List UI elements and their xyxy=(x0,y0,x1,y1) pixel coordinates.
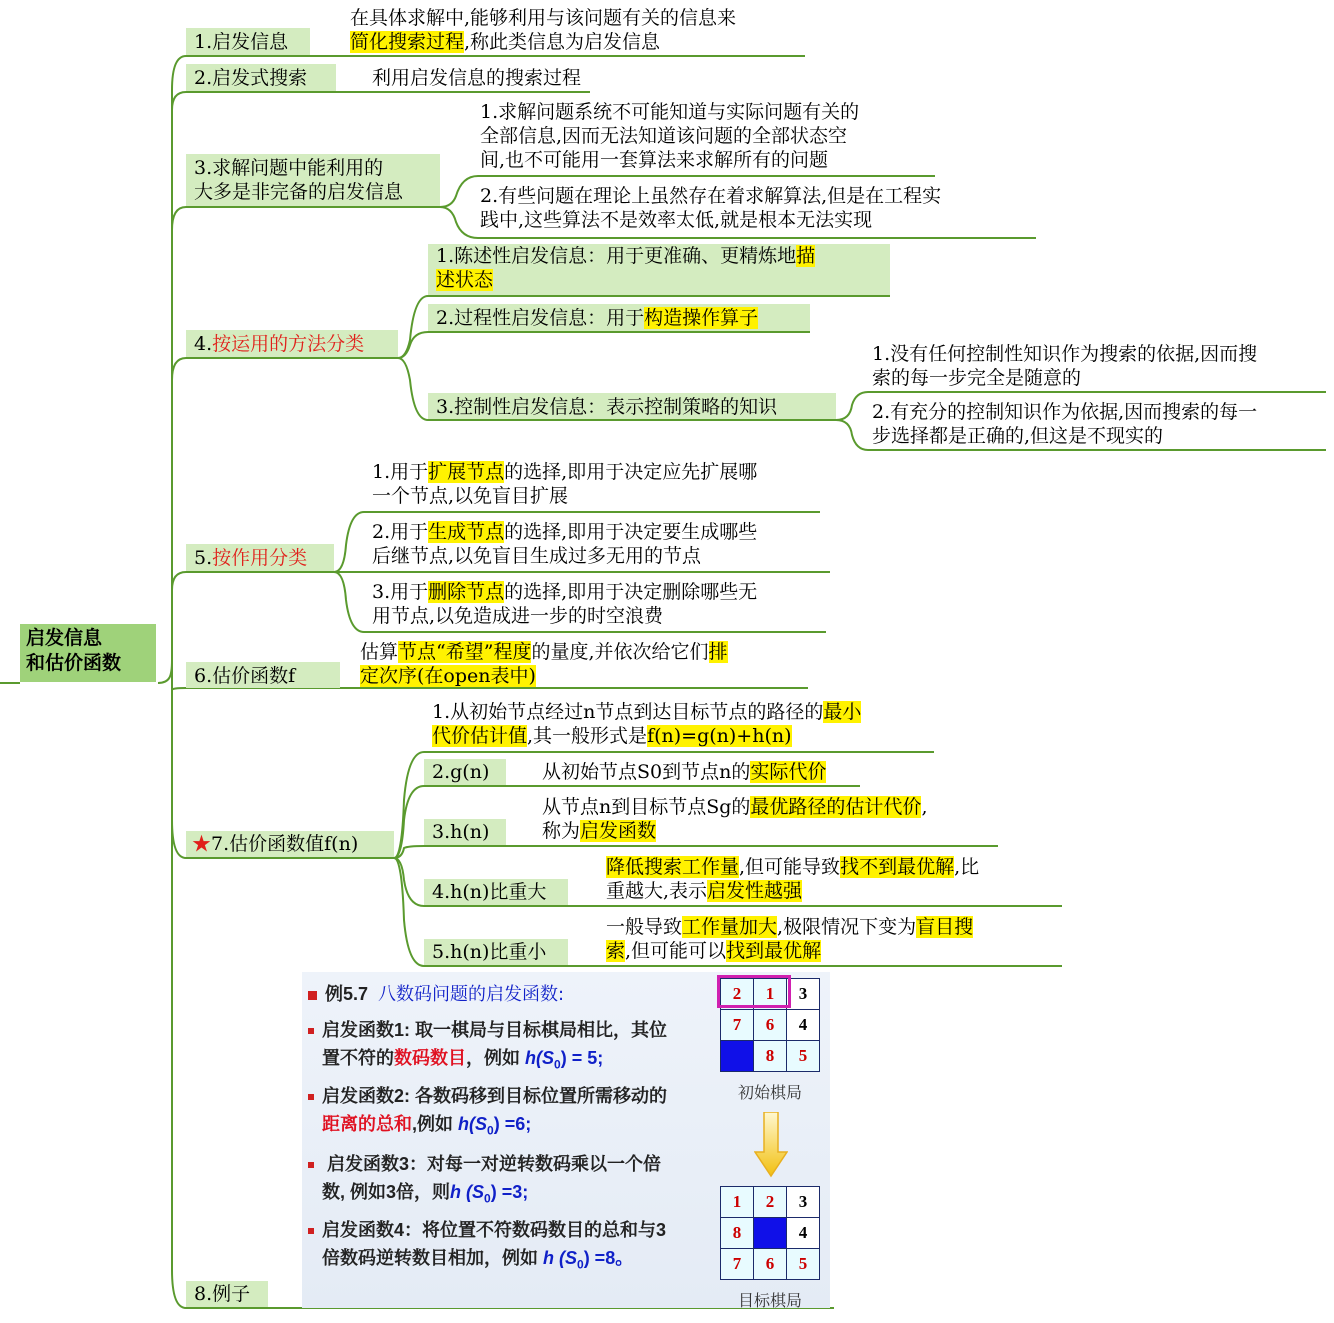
text: ，例如 xyxy=(466,1048,526,1068)
node-3-line1: 3.求解问题中能利用的 xyxy=(194,157,384,179)
bullet-icon xyxy=(308,1162,314,1168)
line xyxy=(606,939,973,963)
node-5-child-1[interactable] xyxy=(372,460,757,508)
board-cell: 3 xyxy=(787,979,820,1010)
text: 从初始节点S0到节点n的 xyxy=(542,761,751,783)
board-cell: 6 xyxy=(754,1010,787,1041)
highlight: 索 xyxy=(606,940,626,962)
text: ,称此类信息为启发信息 xyxy=(464,31,661,53)
node-1-desc-line1: 在具体求解中,能够利用与该问题有关的信息来 xyxy=(350,7,737,29)
node-7-child-1[interactable] xyxy=(432,700,861,748)
text: 称为 xyxy=(542,820,581,842)
board-cell: 5 xyxy=(787,1249,820,1280)
board-cell: 4 xyxy=(787,1218,820,1249)
line: 2.有些问题在理论上虽然存在着求解算法,但是在工程实 xyxy=(480,185,942,207)
line xyxy=(308,1082,667,1110)
line: 2.有充分的控制知识作为依据,因而搜索的每一 xyxy=(872,401,1258,423)
highlight: 述状态 xyxy=(436,269,494,291)
highlight: 工作量加大 xyxy=(682,916,778,938)
node-4-num: 4. xyxy=(194,333,213,355)
text: 重越大,表示 xyxy=(606,880,708,902)
text: ,比 xyxy=(954,856,980,878)
node-7-text: 7.估价函数值f(n) xyxy=(211,833,359,855)
node-7-child-4-label[interactable]: 4.h(n)比重大 xyxy=(424,879,568,905)
text: ) =8。 xyxy=(583,1248,634,1268)
node-4-child-2[interactable] xyxy=(428,304,810,331)
text: 估算 xyxy=(360,641,399,663)
goal-board xyxy=(720,1186,820,1280)
text: 1.用于 xyxy=(372,461,429,483)
text: 启发函数3：对每一对逆转数码乘以一个倍 xyxy=(327,1154,662,1174)
board-cell: 4 xyxy=(787,1010,820,1041)
text: ,其一般形式是 xyxy=(527,725,648,747)
root-line2: 和估价函数 xyxy=(26,652,122,674)
star-icon: ★ xyxy=(192,833,212,855)
text: 置不符的 xyxy=(322,1048,394,1068)
line: 一个节点,以免盲目扩展 xyxy=(372,485,569,507)
highlight: 节点“希望”程度 xyxy=(398,641,532,663)
node-7-child-2-label[interactable]: 2.g(n) xyxy=(424,759,506,785)
root-node[interactable] xyxy=(20,624,156,682)
node-6-desc xyxy=(360,640,728,688)
text: ) =3; xyxy=(490,1182,529,1202)
text: ,但可能导致 xyxy=(739,856,841,878)
text: 距离的总和 xyxy=(322,1114,412,1134)
node-4-text: 按运用的方法分类 xyxy=(212,333,365,355)
node-7-child-4-desc xyxy=(606,855,979,903)
board-cell: 2 xyxy=(721,979,754,1010)
text: 的选择,即用于决定应先扩展哪 xyxy=(504,461,758,483)
bullet-icon xyxy=(308,1228,314,1234)
line xyxy=(432,700,861,724)
text: 2.过程性启发信息：用于 xyxy=(436,307,645,329)
board-row xyxy=(721,1041,820,1072)
text: 1.陈述性启发信息：用于更准确、更精炼地 xyxy=(436,245,797,267)
heuristic-3 xyxy=(308,1150,661,1213)
line xyxy=(308,1178,661,1213)
example-panel xyxy=(302,972,830,1308)
line: 间,也不可能用一套算法来求解所有的问题 xyxy=(480,149,829,171)
text: 3.用于 xyxy=(372,581,429,603)
example-title xyxy=(308,980,564,1009)
board-cell: 7 xyxy=(721,1010,754,1041)
node-7-child-3-desc xyxy=(542,795,927,843)
node-4-child-3a[interactable] xyxy=(872,342,1257,390)
highlight: f(n)=g(n)+h(n) xyxy=(647,725,792,747)
bullet-icon xyxy=(308,991,317,1000)
line xyxy=(308,1016,667,1044)
node-7-child-5-label[interactable]: 5.h(n)比重小 xyxy=(424,939,568,965)
node-2-label[interactable]: 2.启发式搜索 xyxy=(186,64,336,91)
node-1-desc xyxy=(350,6,736,54)
node-2-desc: 利用启发信息的搜索过程 xyxy=(372,67,582,89)
node-7-child-2-desc xyxy=(542,760,826,784)
highlight: 代价估计值 xyxy=(432,725,528,747)
node-4-child-3[interactable]: 3.控制性启发信息：表示控制策略的知识 xyxy=(428,393,836,419)
node-4-child-3b[interactable] xyxy=(872,400,1257,448)
node-1-desc-line2 xyxy=(350,30,736,54)
highlight: 排 xyxy=(708,641,728,663)
line xyxy=(360,664,728,688)
highlight: 删除节点 xyxy=(428,581,505,603)
line: 1.没有任何控制性知识作为搜索的依据,因而搜 xyxy=(872,343,1258,365)
board-row xyxy=(721,1218,820,1249)
bullet-icon xyxy=(308,1028,314,1034)
line: 全部信息,因而无法知道该问题的全部状态空 xyxy=(480,125,848,147)
bullet-icon xyxy=(308,1094,314,1100)
text: 数, 例如3倍，则 xyxy=(322,1182,451,1202)
node-5-child-2[interactable] xyxy=(372,520,757,568)
text: 1.从初始节点经过n节点到达目标节点的路径的 xyxy=(432,701,824,723)
node-7-label[interactable] xyxy=(186,831,394,857)
node-4-child-1[interactable] xyxy=(428,244,890,295)
highlight: 盲目搜 xyxy=(916,916,974,938)
board-row xyxy=(721,1010,820,1041)
board-cell: 8 xyxy=(721,1218,754,1249)
text: ) =6; xyxy=(493,1114,532,1134)
text: ,但可能可以 xyxy=(625,940,727,962)
text: 0 xyxy=(487,1123,494,1138)
text: , xyxy=(921,796,928,818)
node-5-child-3[interactable] xyxy=(372,580,757,628)
text: h (S xyxy=(450,1182,485,1202)
highlight: 构造操作算子 xyxy=(644,307,759,329)
board-row xyxy=(721,1249,820,1280)
line xyxy=(372,460,757,484)
line xyxy=(606,915,973,939)
highlight: 简化搜索过程 xyxy=(350,31,465,53)
board-cell-blank xyxy=(721,1041,754,1072)
highlight: 启发函数 xyxy=(580,820,657,842)
text: 从节点n到目标节点Sg的 xyxy=(542,796,751,818)
board-cell: 6 xyxy=(754,1249,787,1280)
line xyxy=(360,640,728,664)
goal-caption: 目标棋局 xyxy=(738,1291,803,1310)
line: 后继节点,以免盲目生成过多无用的节点 xyxy=(372,545,702,567)
node-7-child-5-desc xyxy=(606,915,973,963)
text: 0 xyxy=(577,1257,584,1272)
text: h (S xyxy=(543,1248,577,1268)
highlight: 生成节点 xyxy=(428,521,505,543)
line: 用节点,以免造成进一步的时空浪费 xyxy=(372,605,664,627)
root-line1: 启发信息 xyxy=(26,627,103,649)
node-3-child-1[interactable] xyxy=(480,100,859,172)
down-arrow-icon xyxy=(754,1112,788,1178)
text: ,极限情况下变为 xyxy=(777,916,917,938)
highlight: 找不到最优解 xyxy=(840,856,955,878)
line xyxy=(308,1216,666,1244)
line xyxy=(432,724,861,748)
line xyxy=(372,520,757,544)
text: ) = 5; xyxy=(560,1048,604,1068)
highlight: 描 xyxy=(796,245,816,267)
highlight: 最优路径的估计代价 xyxy=(750,796,922,818)
text: 倍数码逆转数目相加，例如 xyxy=(322,1248,543,1268)
line xyxy=(308,1244,666,1279)
node-5-label[interactable] xyxy=(186,544,334,571)
line xyxy=(372,580,757,604)
node-5-num: 5. xyxy=(194,547,213,569)
highlight: 降低搜索工作量 xyxy=(606,856,740,878)
board-cell: 8 xyxy=(754,1041,787,1072)
board-cell: 5 xyxy=(787,1041,820,1072)
highlight: 找到最优解 xyxy=(726,940,822,962)
board-cell: 7 xyxy=(721,1249,754,1280)
line xyxy=(436,268,882,292)
text: 的选择,即用于决定删除哪些无 xyxy=(504,581,758,603)
node-4-label[interactable] xyxy=(186,330,398,357)
text: 的选择,即用于决定要生成哪些 xyxy=(504,521,758,543)
line xyxy=(436,244,882,268)
board-cell-blank xyxy=(754,1218,787,1249)
text: 的量度,并依次给它们 xyxy=(531,641,709,663)
highlight: 实际代价 xyxy=(750,761,827,783)
node-5-text: 按作用分类 xyxy=(212,547,308,569)
highlight-box xyxy=(717,975,791,1008)
line xyxy=(606,879,979,903)
initial-caption: 初始棋局 xyxy=(738,1083,803,1102)
text: h(S xyxy=(525,1048,555,1068)
highlight: 最小 xyxy=(823,701,862,723)
node-1-label[interactable]: 1.启发信息 xyxy=(186,28,310,55)
line xyxy=(542,819,927,843)
node-7-child-3-label[interactable]: 3.h(n) xyxy=(424,819,506,845)
line xyxy=(542,795,927,819)
text: 一般导致 xyxy=(606,916,683,938)
text: 启发函数1: 取一棋局与目标棋局相比，其位 xyxy=(322,1020,668,1040)
highlight: 定次序(在open表中) xyxy=(360,665,536,687)
text: 2.用于 xyxy=(372,521,429,543)
text: ,例如 xyxy=(412,1114,459,1134)
text: 启发函数2: 各数码移到目标位置所需移动的 xyxy=(322,1086,668,1106)
board-cell: 3 xyxy=(787,1187,820,1218)
text: 例5.7 xyxy=(325,984,369,1004)
line xyxy=(308,1150,661,1178)
node-3-line2: 大多是非完备的启发信息 xyxy=(194,181,404,203)
highlight: 扩展节点 xyxy=(428,461,505,483)
line: 1.求解问题系统不可能知道与实际问题有关的 xyxy=(480,101,860,123)
node-6-label[interactable]: 6.估价函数f xyxy=(186,662,340,688)
highlight: 启发性越强 xyxy=(707,880,803,902)
board-cell: 1 xyxy=(754,979,787,1010)
text: 数码数目 xyxy=(394,1048,466,1068)
line xyxy=(308,1110,667,1145)
node-3-label[interactable] xyxy=(186,154,440,206)
board-cell: 1 xyxy=(721,1187,754,1218)
board-cell: 2 xyxy=(754,1187,787,1218)
heuristic-1 xyxy=(308,1016,667,1079)
board-row xyxy=(721,1187,820,1218)
text: h(S xyxy=(458,1114,488,1134)
node-8-label[interactable]: 8.例子 xyxy=(186,1281,268,1307)
line xyxy=(606,855,979,879)
node-3-child-2[interactable] xyxy=(480,184,941,232)
line: 索的每一步完全是随意的 xyxy=(872,367,1082,389)
line: 践中,这些算法不是效率太低,就是根本无法实现 xyxy=(480,209,873,231)
text: 0 xyxy=(554,1057,561,1072)
line xyxy=(308,1044,667,1079)
heuristic-4 xyxy=(308,1216,666,1279)
heuristic-2 xyxy=(308,1082,667,1145)
text: 启发函数4：将位置不符数码数目的总和与3 xyxy=(322,1220,667,1240)
text: 0 xyxy=(484,1191,491,1206)
line: 步选择都是正确的,但这是不现实的 xyxy=(872,425,1164,447)
text: 八数码问题的启发函数: xyxy=(378,984,565,1005)
